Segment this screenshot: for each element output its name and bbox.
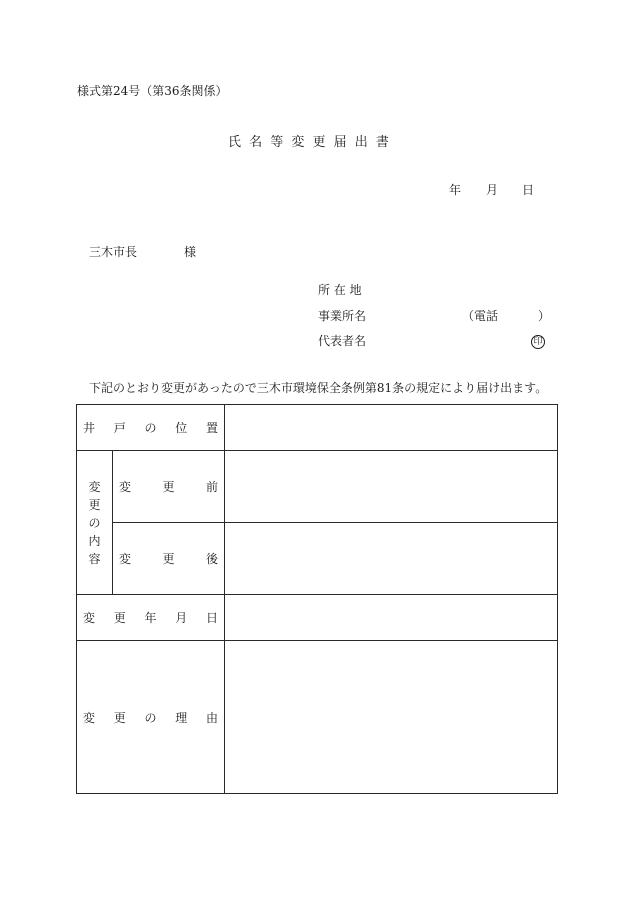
location-label: 所 在 地 [318,283,362,297]
seal-icon: 印 [531,335,545,349]
change-content-label: 変 更 の 内 容 [77,451,113,595]
change-date-field[interactable] [225,595,558,641]
representative-label: 代表者名 [318,334,367,348]
row-change-before [77,451,558,523]
row-change-reason [77,641,558,794]
date-day: 日 [522,183,535,197]
form-id: 様式第24号（第36条関係） [77,84,228,98]
honorific: 様 [184,245,197,259]
after-field[interactable] [225,523,558,595]
change-date-label: 変 更 年 月 日 [77,595,225,641]
well-location-field[interactable] [225,405,558,451]
form-table [76,404,558,794]
document-title: 氏 名 等 変 更 届 出 書 [228,135,391,150]
date-year: 年 [449,183,462,197]
row-well-location [77,405,558,451]
statement: 下記のとおり変更があったので三木市環境保全条例第81条の規定により届け出ます。 [89,381,548,395]
before-field[interactable] [225,451,558,523]
change-reason-label: 変 更 の 理 由 [77,641,225,794]
row-change-date [77,595,558,641]
office-name-label: 事業所名 [318,309,367,323]
change-reason-field[interactable] [225,641,558,794]
phone-label-open: （電話 [462,309,499,323]
phone-label-close: ） [538,309,551,323]
addressee: 三木市長 [89,245,138,259]
row-change-after [77,523,558,595]
date-month: 月 [486,183,499,197]
before-label: 変 更 前 [113,451,225,523]
well-location-label: 井 戸 の 位 置 [77,405,225,451]
seal-mark [531,333,545,349]
after-label: 変 更 後 [113,523,225,595]
